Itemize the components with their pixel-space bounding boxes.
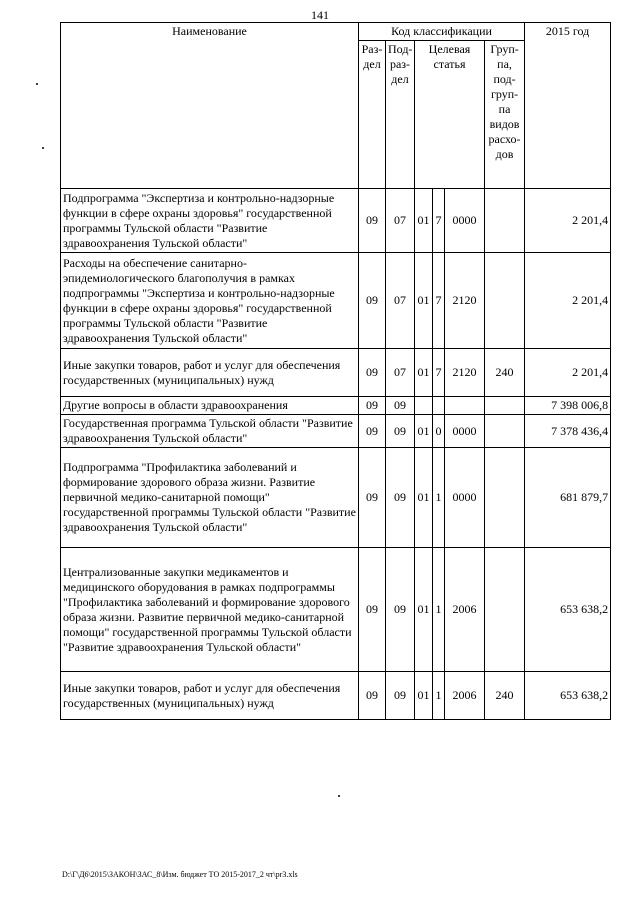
row-cs1 (415, 397, 433, 415)
row-cs3: 0000 (445, 448, 485, 548)
header-code: Код классификации (359, 23, 525, 41)
row-podrazdel: 09 (386, 548, 415, 672)
header-year: 2015 год (525, 23, 611, 189)
row-cs3: 2006 (445, 672, 485, 720)
row-name: Иные закупки товаров, работ и услуг для обеспечения государственных (муниципальных) нужд (61, 349, 359, 397)
row-sum: 681 879,7 (525, 448, 611, 548)
row-cs2: 1 (433, 548, 445, 672)
row-name: Иные закупки товаров, работ и услуг для обеспечения государственных (муниципальных) нужд (61, 672, 359, 720)
scan-speck (42, 147, 44, 149)
row-name: Государственная программа Тульской области "Развитие здравоохранения Тульской области" (61, 415, 359, 448)
row-cs3: 0000 (445, 189, 485, 253)
table-row (61, 672, 611, 720)
row-razdel: 09 (359, 672, 386, 720)
row-podrazdel: 07 (386, 253, 415, 349)
row-name: Подпрограмма "Экспертиза и контрольно-надзорные функции в сфере охраны здоровья" государственной программы Тульской области "Развитие здравоохранения Тульской области" (61, 189, 359, 253)
row-sum: 7 398 006,8 (525, 397, 611, 415)
row-sum: 2 201,4 (525, 189, 611, 253)
row-vr (485, 189, 525, 253)
row-vr (485, 448, 525, 548)
row-razdel: 09 (359, 448, 386, 548)
row-vr: 240 (485, 349, 525, 397)
row-cs3: 2120 (445, 253, 485, 349)
row-cs3: 0000 (445, 415, 485, 448)
row-cs2: 1 (433, 448, 445, 548)
row-razdel: 09 (359, 415, 386, 448)
row-vr (485, 548, 525, 672)
row-podrazdel: 09 (386, 397, 415, 415)
row-razdel: 09 (359, 253, 386, 349)
row-razdel: 09 (359, 189, 386, 253)
row-podrazdel: 07 (386, 349, 415, 397)
row-cs2: 7 (433, 189, 445, 253)
row-cs2 (433, 397, 445, 415)
table-row (61, 415, 611, 448)
row-cs1: 01 (415, 253, 433, 349)
table-row (61, 253, 611, 349)
table-row (61, 397, 611, 415)
budget-table (60, 22, 611, 720)
row-vr: 240 (485, 672, 525, 720)
row-cs3 (445, 397, 485, 415)
scan-speck (338, 795, 340, 797)
table-row (61, 349, 611, 397)
row-cs1: 01 (415, 415, 433, 448)
row-cs3: 2120 (445, 349, 485, 397)
row-vr (485, 397, 525, 415)
row-cs1: 01 (415, 189, 433, 253)
row-cs2: 1 (433, 672, 445, 720)
row-vr (485, 253, 525, 349)
row-podrazdel: 07 (386, 189, 415, 253)
table-row (61, 548, 611, 672)
row-razdel: 09 (359, 397, 386, 415)
row-sum: 2 201,4 (525, 253, 611, 349)
table-row (61, 189, 611, 253)
row-cs3: 2006 (445, 548, 485, 672)
header-razdel: Раз-дел (359, 41, 386, 189)
scan-speck (36, 83, 38, 85)
header-gruppa: Груп-па, под-груп-па видов расхо-дов (485, 41, 525, 189)
row-name: Расходы на обеспечение санитарно-эпидемиологического благополучия в рамках подпрограммы "Экспертиза и контрольно-надзорные функции в сфере охраны здоровья" государственной программы Тульской области "Развитие здравоохранения Тульской области" (61, 253, 359, 349)
row-cs2: 7 (433, 253, 445, 349)
row-cs2: 0 (433, 415, 445, 448)
row-sum: 653 638,2 (525, 548, 611, 672)
row-podrazdel: 09 (386, 672, 415, 720)
row-razdel: 09 (359, 349, 386, 397)
row-vr (485, 415, 525, 448)
file-path-footer: D:\Г\Д6\2015\ЗАКОН\ЗАС_8\Изм. бюджет ТО 2015-2017_2 чт\pr3.xls (62, 870, 298, 879)
row-cs1: 01 (415, 672, 433, 720)
row-sum: 2 201,4 (525, 349, 611, 397)
row-podrazdel: 09 (386, 415, 415, 448)
row-sum: 7 378 436,4 (525, 415, 611, 448)
table-row (61, 448, 611, 548)
row-cs1: 01 (415, 548, 433, 672)
row-name: Централизованные закупки медикаментов и медицинского оборудования в рамках подпрограммы "Профилактика заболеваний и формирование здорового образа жизни. Развитие первичной медико-санитарной помощи" государственной программы Тульской области "Развитие здравоохранения Тульской области" (61, 548, 359, 672)
header-podrazdel: Под-раз-дел (386, 41, 415, 189)
row-podrazdel: 09 (386, 448, 415, 548)
row-cs1: 01 (415, 349, 433, 397)
row-sum: 653 638,2 (525, 672, 611, 720)
header-name: Наименование (61, 23, 359, 189)
row-cs2: 7 (433, 349, 445, 397)
row-cs1: 01 (415, 448, 433, 548)
row-name: Подпрограмма "Профилактика заболеваний и формирование здорового образа жизни. Развитие первичной медико-санитарной помощи" государственной программы Тульской области "Развитие здравоохранения Тульской области" (61, 448, 359, 548)
page-number: 141 (311, 8, 329, 22)
row-razdel: 09 (359, 548, 386, 672)
header-celevaya: Целевая статья (415, 41, 485, 189)
row-name: Другие вопросы в области здравоохранения (61, 397, 359, 415)
